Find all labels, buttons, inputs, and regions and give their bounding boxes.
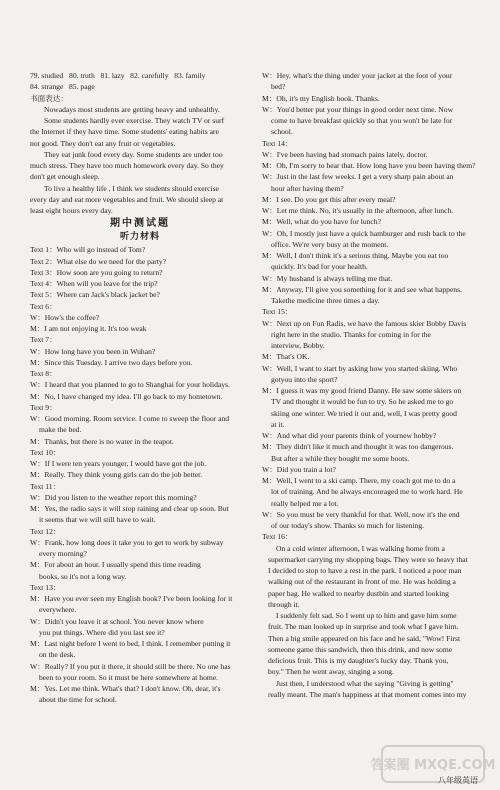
left-column-line: Text 6： — [30, 301, 57, 311]
left-column-line: M：No, I have changed my idea. I'll go back to my hometown. — [30, 391, 223, 401]
left-column-line: 84. strange 85. page — [30, 82, 95, 92]
right-column-line: W：And what did your parents think of yournew hobby? — [262, 431, 437, 440]
left-column-line: you put things. Where did you last see it? — [39, 627, 165, 637]
left-column — [30, 70, 250, 706]
left-column-line: Text 11： — [30, 481, 61, 491]
left-column-line: W：How's the coffee? — [30, 312, 100, 322]
left-column-line: They eat junk food every day. Some students are under too — [44, 149, 223, 159]
right-column-line: W：Oh, I mostly just have a quick hamburger and rush back to the — [262, 228, 466, 238]
left-column-line: W：If I were ten years younger, I would have got the job. — [30, 459, 207, 468]
right-column-line: M：Well, I went to a ski camp. There, my coach got me to do a — [262, 476, 456, 485]
left-column-line: M：I am not enjoying it. It's too weak — [30, 324, 147, 333]
left-column-line: Text 7： — [30, 335, 57, 345]
right-column-line: M：I see. Do you get this after every meal? — [262, 194, 396, 204]
right-column-line: W：Next up on Fun Radis, we have the famous skier Bobby Davis — [262, 318, 467, 328]
left-column-line: W：Frank, how long does it take you to get to work by subway — [30, 537, 224, 547]
right-column-line: M：That's OK. — [262, 352, 310, 362]
right-column-line: W：Let me think. No, it's usually in the afternoon, after lunch. — [262, 206, 454, 215]
left-column-line: Nowadays most students are getting heavy and unhealthy. — [44, 104, 220, 114]
left-column-line: 书面表达： — [30, 93, 68, 103]
left-column-line: been to your room. So it must be here somewhere at home. — [39, 672, 219, 682]
left-column-line: on the desk. — [39, 650, 76, 660]
right-column-line: bed? — [271, 82, 286, 92]
left-column-line: M：Really. They think young girls can do the job better. — [30, 470, 203, 480]
right-column-line: gotyou into the sport? — [271, 374, 338, 384]
right-column-line: lot of training. And he always encouraged me to work hard. He — [271, 487, 463, 497]
left-column-line: W：I heard that you planned to go to Shanghai for your holidays. — [30, 380, 230, 390]
right-column-line: W：So you must be very thankful for that. Well, now it's the end — [262, 509, 460, 519]
right-column-line: M：Oh, I'm sorry to hear that. How long have you been having them? — [262, 161, 476, 170]
right-column-line: through it. — [268, 599, 300, 609]
left-column-line: M：Yes, the radio says it will stop raining and clear up soon. But — [30, 504, 229, 513]
right-column-line: supermarket carrying my shopping bags. They were so heavy that — [268, 554, 468, 564]
right-column-line: Text 15： — [262, 307, 293, 317]
left-column-line: 听力材料 — [119, 232, 160, 243]
left-column-line: Text 2：What else do we need for the party? — [30, 256, 167, 266]
right-column-line: walking out of the restaurant in front of me. He was holding a — [268, 577, 456, 587]
right-column — [262, 70, 483, 700]
right-column-line: W：Did you train a lot? — [262, 464, 336, 474]
right-column-line: M：Well, what do you have for lunch? — [262, 217, 381, 227]
right-column-line: interview, Bobby. — [271, 341, 325, 350]
left-column-line: To live a healthy life , I think we students should exercise — [44, 183, 219, 193]
left-column-line: M：Yes. Let me think. What's that? I don't know. Oh, dear, it's — [30, 684, 221, 693]
right-column-line: M：I guess it was my good friend Danny. He saw some skiers on — [262, 386, 462, 395]
left-column-line: M：Last night before I went to bed, I think. I remember putting it — [30, 639, 231, 648]
right-column-line: quickly. It's bad for your health. — [271, 262, 368, 272]
right-column-line: fruit. The man looked up in surprise and took what I gave him. — [268, 622, 459, 632]
left-column-line: W：Good morning. Room service. I come to sweep the floor and — [30, 414, 230, 423]
left-column-line: don't get enough sleep. — [30, 172, 100, 182]
left-column-line: everywhere. — [39, 605, 77, 615]
watermark-text: 答案圈 MXQE.COM — [370, 758, 496, 773]
left-column-line: every morning? — [39, 549, 87, 558]
right-column-line: W：Hey, what's the thing under your jacket at the foot of your — [262, 71, 453, 80]
left-column-line: Text 8： — [30, 369, 57, 378]
left-column-line: books, so it's not a long way. — [39, 571, 127, 581]
right-column-line: at it. — [271, 419, 285, 429]
left-column-line: make the bed. — [39, 425, 82, 435]
left-column-line: Text 1：Who will go instead of Tom? — [30, 245, 146, 255]
right-column-line: Then a big smile appeared on his face and he said, "Wow! First — [268, 633, 461, 643]
right-column-line: really meant. The man's happiness at that moment comes into my — [268, 689, 467, 699]
right-column-line: school. — [271, 127, 293, 137]
right-column-line: W：Well, I want to start by asking how you started skiing. Who — [262, 363, 458, 373]
left-column-line: M：Have you ever seen my English book? I've been looking for it — [30, 594, 233, 603]
left-column-line: Text 9： — [30, 402, 57, 412]
footer-grade-subject: 八年级英语 — [438, 776, 478, 785]
left-column-line: 79. studied 80. truth 81. lazy 82. carefully 83. family — [30, 71, 206, 80]
right-column-line: W：Just in the last few weeks. I get a very sharp pain about an — [262, 172, 454, 182]
left-column-line: W：Didn't you leave it at school. You never know where — [30, 616, 204, 626]
right-column-line: I suddenly felt sad. So I went up to him and gave him some — [276, 611, 457, 620]
right-column-line: someone game this sandwich, then this drink, and now some — [268, 644, 453, 654]
right-column-line: M：Well, I don't think it's a serious thing. Maybe you eat too — [262, 251, 449, 260]
right-column-line: skiing one winter. We tried it out and, well, I was pretty good — [271, 408, 457, 418]
left-column-line: W：Did you listen to the weather report this morning? — [30, 492, 197, 502]
left-column-line: M：For about an hour. I usually spend this time reading — [30, 560, 201, 570]
left-column-line: least eight hours every day. — [30, 206, 113, 215]
right-column-line: Just then, I understood what the saying "Giving is getting" — [276, 678, 454, 688]
right-column-line: But after a while they bought me some boots. — [271, 453, 410, 463]
right-column-line: hour after having them? — [271, 183, 344, 193]
left-column-line: about the time for school. — [39, 695, 117, 705]
left-column-line: not good. They don't eat any fruit or vegetables. — [30, 138, 176, 148]
right-column-line: I decided to stop to have a rest in the park. I noticed a poor man — [268, 566, 462, 575]
right-column-line: boy." Then he went away, singing a song. — [268, 667, 394, 677]
left-column-line: Some students hardly ever exercise. They watch TV or surf — [44, 116, 225, 125]
left-column-line: Text 10： — [30, 447, 61, 457]
right-column-line: TV and thought it would be fun to try. So he asked me to go — [271, 397, 454, 407]
right-column-line: office. We're very busy at the moment. — [271, 239, 389, 249]
right-column-line: W：My husband is always telling me that. — [262, 273, 393, 283]
left-column-line: Text 13： — [30, 582, 61, 592]
right-column-line: Text 14： — [262, 138, 293, 148]
left-column-line: Text 4：When will you leave for the trip? — [30, 279, 158, 288]
right-column-line: really helped me a lot. — [271, 498, 339, 508]
left-column-line: Text 12： — [30, 526, 61, 536]
left-column-line: 期中测试题 — [110, 218, 170, 230]
left-column-line: every day and eat more vegetables and fruit. We should sleep at — [30, 194, 224, 204]
left-column-line: Text 5：Where can Jack's black jacket be? — [30, 290, 160, 300]
right-column-line: M：They didn't like it much and thought it was too dangerous. — [262, 442, 454, 452]
left-column-line: the Internet if they have time. Some students' eating habits are — [30, 127, 219, 137]
left-column-line: it seems that we will still have to wait. — [39, 515, 156, 525]
left-column-line: M：Thanks, but there is no water in the teapot. — [30, 436, 174, 446]
right-column-line: paper bag. He walked to nearby dustbin and started looking — [268, 588, 449, 598]
left-column-line: much stress. They have too much homework every day. So they — [30, 161, 224, 170]
right-column-line: W：You'd better put your things in good order next time. Now — [262, 104, 454, 114]
right-column-line: of our today's show. Thanks so much for listening. — [271, 521, 425, 530]
left-column-line: W：Really? If you put it there, it should still be there. No one has — [30, 661, 231, 671]
left-column-line: M：Since this Tuesday. I arrive two days before you. — [30, 357, 193, 367]
watermark-logo — [370, 742, 496, 786]
right-column-line: W：I've been having bad stomach pains lately, doctor. — [262, 149, 428, 159]
right-column-line: M：Oh, it's my English book. Thanks. — [262, 93, 380, 103]
right-column-line: On a cold winter afternoon, I was walking home from a — [276, 543, 445, 553]
right-column-line: delicious fruit. This is my daughter's lucky day. Thank you, — [268, 656, 449, 665]
right-column-line: right here in the studio. Thanks for coming in for the — [271, 329, 431, 339]
right-column-line: Takethe medicine three times a day. — [271, 296, 380, 305]
right-column-line: M：Anyway, I'll give you something for it and see what happens. — [262, 284, 462, 294]
left-column-line: Text 3：How soon are you going to return? — [30, 267, 163, 277]
left-column-line: W：How long have you been in Wuhan? — [30, 346, 156, 356]
right-column-line: come to have breakfast quickly so that you won't be late for — [271, 116, 453, 125]
right-column-line: Text 16： — [262, 532, 293, 542]
